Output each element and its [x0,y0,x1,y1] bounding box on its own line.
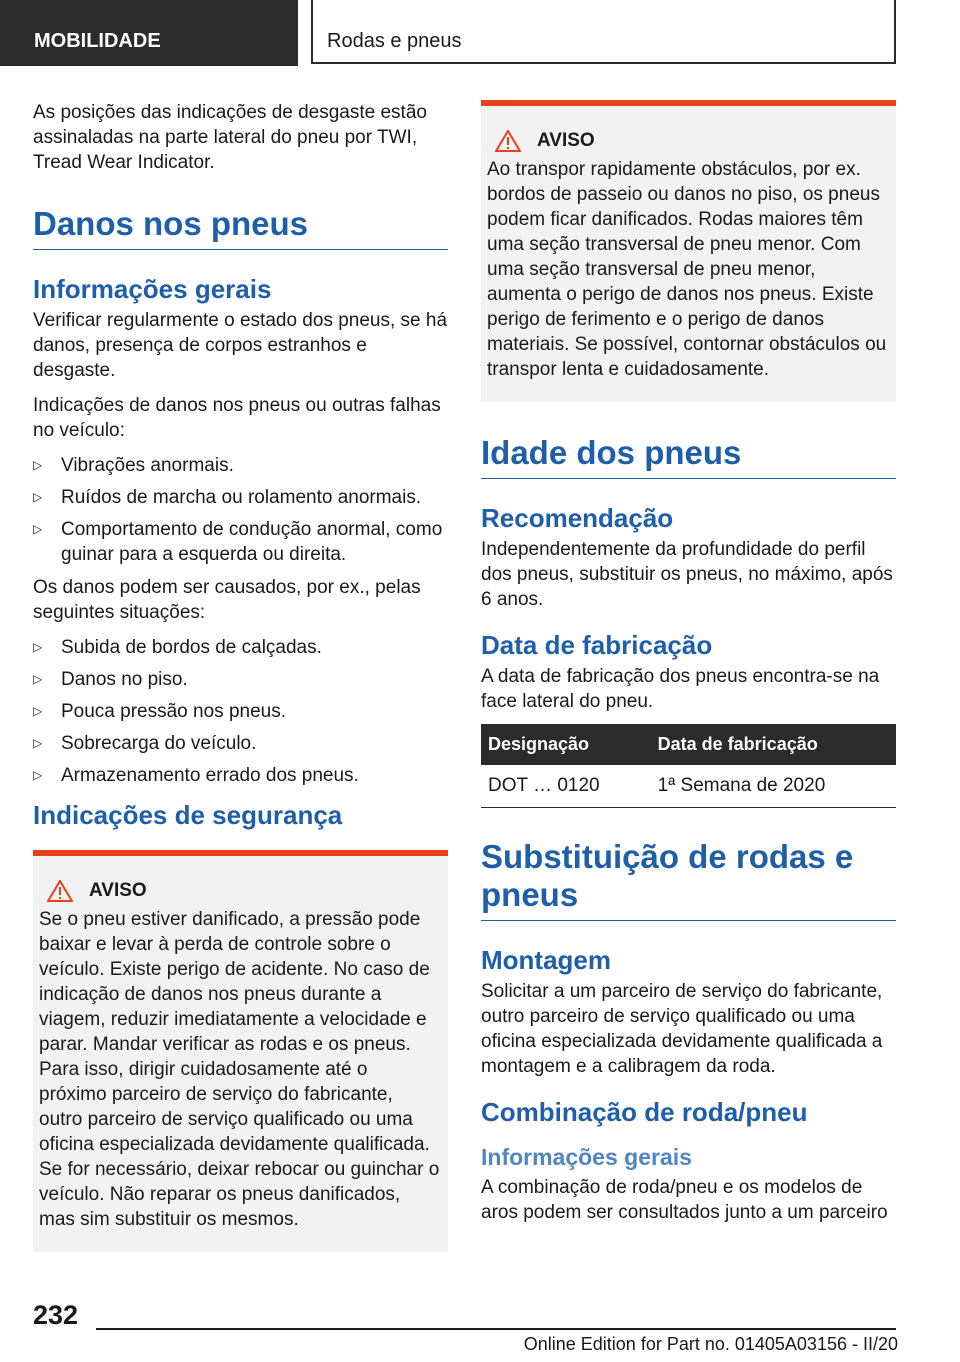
triangle-bullet-icon: ▷ [33,672,43,686]
heading-combinacao: Combinação de roda/pneu [481,1097,808,1127]
paragraph-montagem: Solicitar a um parceiro de serviço do fabricante, outro parceiro de serviço qualificado ou uma oficina especializada devidamente qualificada a montagem e a calibragem da roda. [481,981,883,1077]
page-header [0,0,960,66]
table-cell: DOT … 0120 [481,765,651,808]
heading-substituicao: Substituição de rodas e pneus [481,838,896,921]
page-number: 232 [33,1300,79,1330]
warning-box [481,100,896,402]
warning-label: AVISO [89,880,147,901]
heading-montagem: Montagem [481,945,611,975]
paragraph-indicacoes: Indicações de danos nos pneus ou outras falhas no veículo: [33,395,441,441]
chapter-title: Rodas e pneus [311,0,896,64]
right-column [481,100,896,1235]
paragraph-causas: Os danos podem ser causados, por ex., pelas seguintes situações: [33,577,421,623]
heading-informacoes-gerais: Informações gerais [33,274,272,304]
triangle-bullet-icon: ▷ [33,768,43,782]
paragraph-combinacao: A combinação de roda/pneu e os modelos de aros podem ser consultados junto a um parceiro [481,1177,888,1223]
triangle-bullet-icon: ▷ [33,736,43,750]
heading-recomendacao: Recomendação [481,503,674,533]
warning-triangle-icon [47,880,73,902]
fabrication-date-table [481,724,896,808]
warning-box [33,850,448,1252]
warning-label: AVISO [537,130,595,151]
heading-idade-dos-pneus: Idade dos pneus [481,434,896,479]
list-item: ▷ Comportamento de condução anormal, como guinar para a esquerda ou direita. [33,519,443,565]
triangle-bullet-icon: ▷ [33,640,43,654]
table-cell: 1ª Semana de 2020 [651,765,896,808]
list-item: ▷ Vibrações anormais. [33,455,234,476]
paragraph-recomendacao: Independentemente da profundidade do perfil dos pneus, substituir os pneus, no máximo, após 6 anos. [481,539,893,610]
column-header: Designação [481,724,651,765]
warning-triangle-icon [495,130,521,152]
heading-data-de-fabricacao: Data de fabricação [481,630,713,660]
triangle-bullet-icon: ▷ [33,522,43,536]
paragraph-verificar: Verificar regularmente o estado dos pneus, se há danos, presença de corpos estranhos e desgaste. [33,310,448,381]
intro-paragraph: As posições das indicações de desgaste estão assinaladas na parte lateral do pneu por TWI, Tread Wear Indicator. [33,102,427,173]
edition-note: Online Edition for Part no. 01405A03156 - II/20 [523,1334,898,1354]
list-item: ▷ Sobrecarga do veículo. [33,733,257,754]
section-label: MOBILIDADE [0,0,298,66]
warning-text: Ao transpor rapidamente obstáculos, por ex. bordos de passeio ou danos no piso, os pneus podem ficar danificados. Rodas maiores têm uma seção transversal de pneu menor. Com uma seção transversal de pneu menor, aumenta o perigo de danos nos pneus. Existe perigo de ferimento e o perigo de danos materiais. Se possível, contornar obstáculos ou transpor lenta e cuidadosamente. [487,159,887,380]
list-symptoms [33,453,448,567]
triangle-bullet-icon: ▷ [33,704,43,718]
triangle-bullet-icon: ▷ [33,490,43,504]
list-item: ▷ Subida de bordos de calçadas. [33,637,322,658]
warning-text: Se o pneu estiver danificado, a pressão pode baixar e levar à perda de controle sobre o veículo. Existe perigo de acidente. No caso de indicação de danos nos pneus durante a viagem, reduzir imediatamente a velocidade e parar. Mandar verificar as rodas e os pneus. Para isso, dirigir cuidadosamente até o próximo parceiro de serviço do fabricante, outro parceiro de serviço qualificado ou uma oficina especializada devidamente qualificada. Se for necessário, deixar rebocar ou guinchar o veículo. Não reparar os pneus danificados, mas sim substituir os mesmos. [39,909,440,1230]
paragraph-data-fabricacao: A data de fabricação dos pneus encontra-se na face lateral do pneu. [481,666,880,712]
column-header: Data de fabricação [651,724,896,765]
list-item: ▷ Danos no piso. [33,669,188,690]
list-item: ▷ Pouca pressão nos pneus. [33,701,286,722]
left-column [33,100,448,1274]
heading-danos-nos-pneus: Danos nos pneus [33,205,448,250]
list-item: ▷ Ruídos de marcha ou rolamento anormais. [33,487,422,508]
footer-divider [96,1328,896,1330]
table-header-row [481,724,896,765]
heading-informacoes-gerais-2: Informações gerais [481,1144,692,1170]
list-item: ▷ Armazenamento errado dos pneus. [33,765,359,786]
list-causes [33,635,448,788]
heading-indicacoes-seguranca: Indicações de segurança [33,800,343,830]
table-row [481,765,896,808]
triangle-bullet-icon: ▷ [33,458,43,472]
